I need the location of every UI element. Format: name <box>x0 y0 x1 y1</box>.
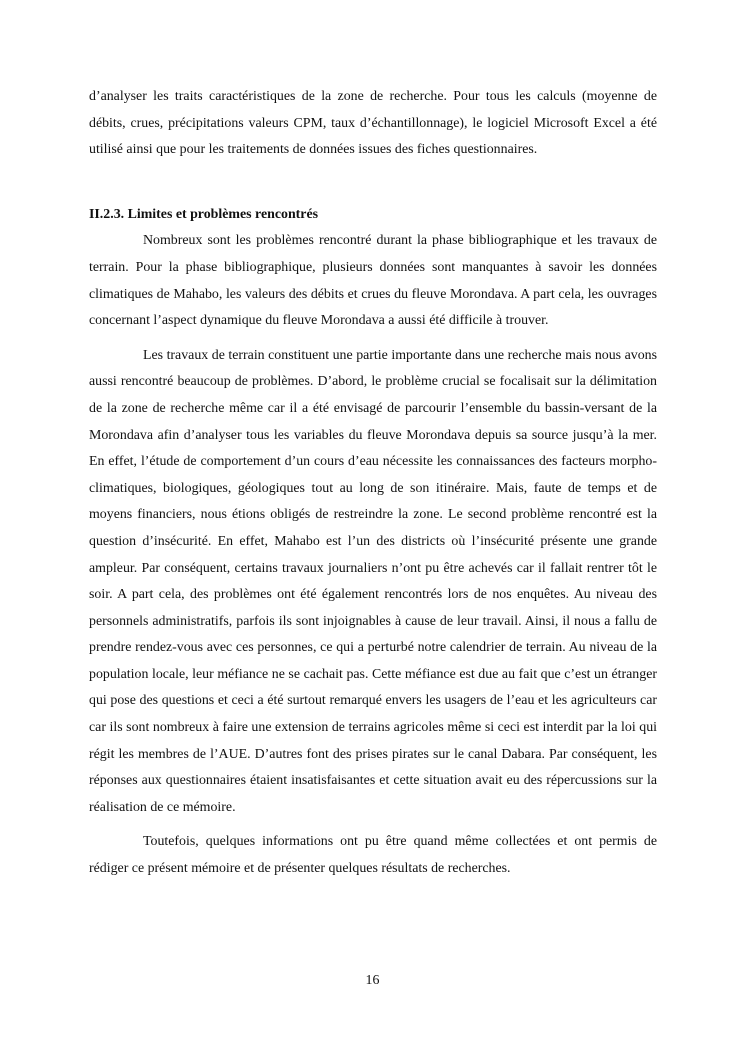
intro-paragraph: d’analyser les traits caractéristiques de la zone de recherche. Pour tous les calculs (moyenne de débits, crues, précipitations valeurs CPM, taux d’échantillonnage), le logiciel Microsoft Excel a été utilisé ainsi que pour les traitements de données issues des fiches questionnaires. <box>89 89 657 158</box>
page-number: 16 <box>365 973 380 988</box>
paragraph-field-problems: Les travaux de terrain constituent une partie importante dans une recherche mais nous avons aussi rencontré beaucoup de problèmes. D’abord, le problème crucial se focalisait sur la délimitation de la zone de recherche même car il a été envisagé de parcourir l’ensemble du bassin-versant de la Morondava afin d’analyser tous les variables du fleuve Morondava depuis sa source jusqu’à la mer. En effet, l’étude de comportement d’un cours d’eau nécessite les connaissances des facteurs morpho-climatiques, biologiques, géologiques tout au long de son itinéraire. Mais, faute de temps et de moyens financiers, nous étions obligés de restreindre la zone. Le second problème rencontré est la question d’insécurité. En effet, Mahabo est l’un des districts où l’insécurité présente une grande ampleur. Par conséquent, certains travaux journaliers n’ont pu être achevés car il fallait rentrer tôt le soir. A part cela, des problèmes ont été également rencontrés lors de nos enquêtes. Au niveau des personnels administratifs, parfois ils sont injoignables à cause de leur travail. Ainsi, il nous a fallu de prendre rendez-vous avec ces personnes, ce qui a perturbé notre calendrier de terrain. Au niveau de la population locale, leur méfiance ne se cachait pas. Cette méfiance est due au fait que c’est un étranger qui pose des questions et ceci a été surtout remarqué envers les usagers de l’eau et les agriculteurs car car ils sont nombreux à faire une extension de terrains agricoles même si ceci est interdit par la loi qui régit les membres de l’AUE. D’autres font des prises pirates sur le canal Dabara. Par conséquent, les réponses aux questionnaires étaient insatisfaisantes et cette situation avait eu des répercussions sur la réalisation de ce mémoire. <box>89 347 657 815</box>
section-heading: II.2.3. Limites et problèmes rencontrés <box>89 206 319 222</box>
document-page <box>89 84 657 883</box>
paragraph-bibliographic-problems: Nombreux sont les problèmes rencontré durant la phase bibliographique et les travaux de terrain. Pour la phase bibliographique, plusieurs données sont manquantes à savoir les données climatiques de Mahabo, les valeurs des débits et crues du fleuve Morondava. A part cela, les ouvrages concernant l’aspect dynamique du fleuve Morondava a aussi été difficile à trouver. <box>89 233 657 329</box>
paragraph-conclusion: Toutefois, quelques informations ont pu être quand même collectées et ont permis de rédiger ce présent mémoire et de présenter quelques résultats de recherches. <box>89 834 657 877</box>
